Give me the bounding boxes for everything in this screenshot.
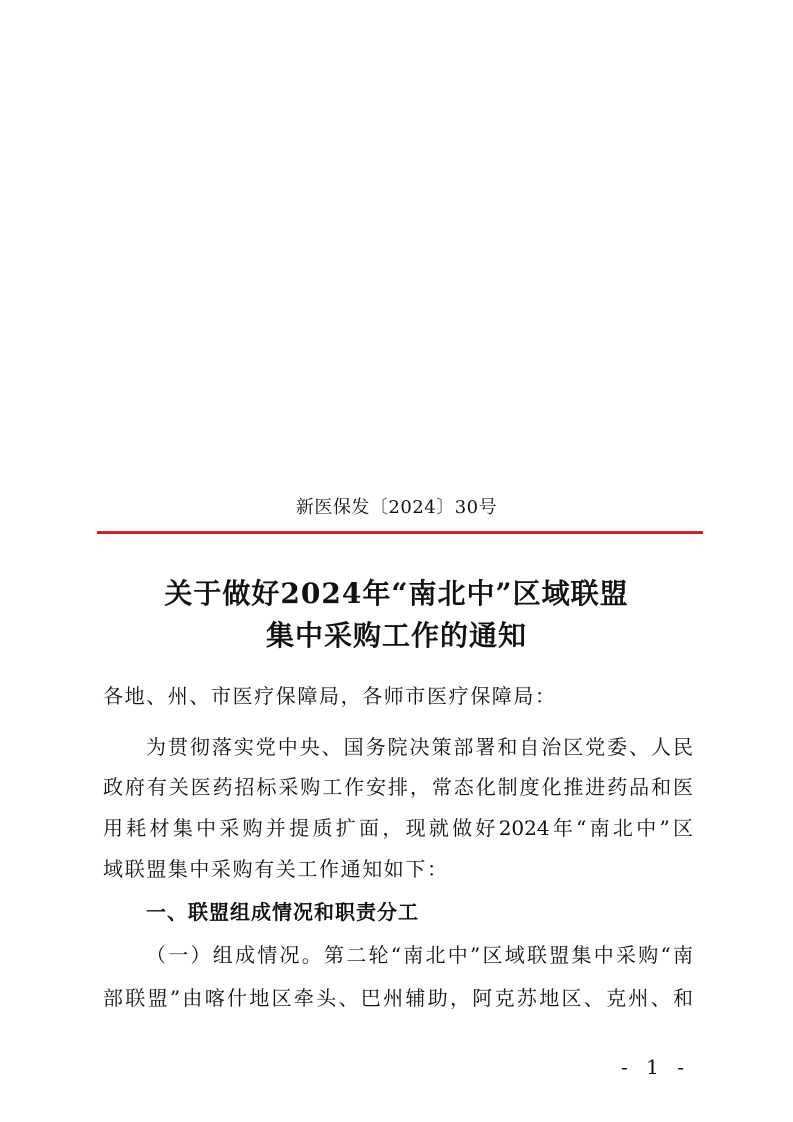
document-number: 新医保发〔2024〕30号 — [295, 497, 498, 518]
red-header-rule — [97, 531, 703, 534]
paragraph-2-line-1: （一）组成情况。第二轮“南北中”区域联盟集中采购“南 — [146, 943, 693, 967]
salutation: 各地、州、市医疗保障局，各师市医疗保障局： — [103, 684, 557, 708]
paragraph-1-line-1: 为贯彻落实党中央、国务院决策部署和自治区党委、人民 — [146, 735, 693, 759]
paragraph-1-line-4: 域联盟集中采购有关工作通知如下： — [103, 857, 449, 881]
paragraph-1-line-2: 政府有关医药招标采购工作安排，常态化制度化推进药品和医 — [103, 775, 693, 799]
section-1-heading: 一、联盟组成情况和职责分工 — [146, 900, 419, 924]
document-title-line-2: 集中采购工作的通知 — [265, 619, 527, 652]
page-number: - 1 - — [621, 1055, 690, 1079]
document-title-line-1: 关于做好2024年“南北中”区域联盟 — [164, 577, 629, 610]
paragraph-2-line-2: 部联盟”由喀什地区牵头、巴州辅助，阿克苏地区、克州、和 — [103, 986, 693, 1010]
paragraph-1-line-3: 用耗材集中采购并提质扩面，现就做好2024年“南北中”区 — [103, 816, 693, 840]
